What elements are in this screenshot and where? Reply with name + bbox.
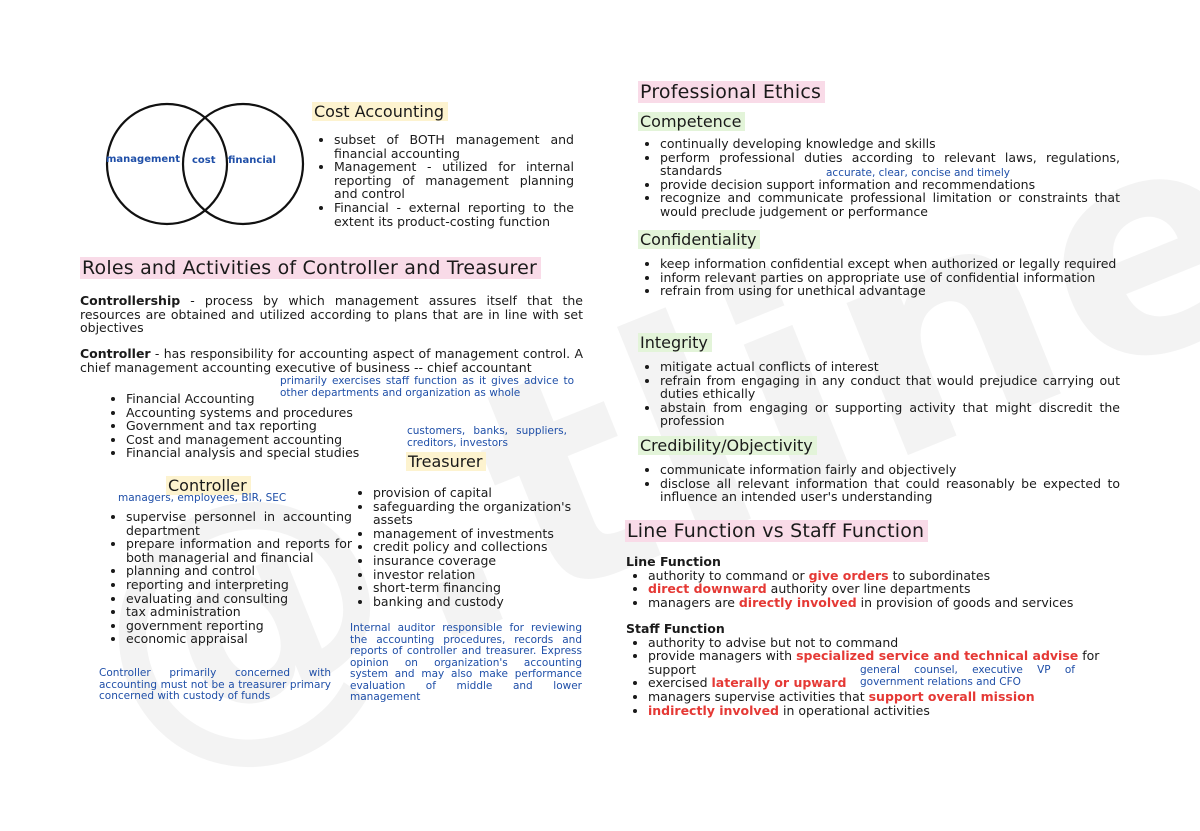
line-text: to subordinates (888, 567, 991, 583)
list-item: • provide decision support information and recommendations (660, 178, 1120, 192)
list-item: • inform relevant parties on appropriate use of confidential information (660, 271, 1120, 285)
venn-label-cost: cost (192, 155, 216, 166)
list-item (648, 569, 1120, 583)
integrity-title (638, 333, 1120, 352)
competence-section (638, 112, 1120, 219)
venn-label-management: management (106, 154, 181, 165)
controller-staff-note: primarily exercises staff function as it gives advice to other departments and organization as whole (280, 375, 574, 399)
cost-accounting-section (312, 102, 574, 228)
list-item: • management of investments (373, 527, 613, 541)
controllership-term: Controllership (80, 293, 181, 308)
line-text: authority over line departments (766, 581, 971, 597)
list-item: • banking and custody (373, 595, 613, 609)
credibility-heading: Credibility/Objectivity (638, 436, 817, 455)
list-item: • abstain from engaging or supporting activity that might discredit the profession (660, 401, 1120, 428)
list-item: • Cost and management accounting (126, 433, 416, 447)
list-item: • credit policy and collections (373, 540, 613, 554)
list-item: • reporting and interpreting (126, 578, 352, 592)
list-item: • safeguarding the organization's assets (373, 500, 613, 527)
staff-text: exercised (648, 675, 712, 691)
integrity-section (638, 333, 1120, 428)
list-item: • Government and tax reporting (126, 419, 416, 433)
staff-emphasis: laterally or upward (711, 675, 847, 691)
list-item: • economic appraisal (126, 632, 352, 646)
staff-emphasis: indirectly involved (648, 702, 780, 718)
list-item: • keep information confidential except when authorized or legally required (660, 257, 1120, 271)
line-staff-heading: Line Function vs Staff Function (625, 520, 928, 542)
controller-paragraph (80, 347, 583, 374)
list-item: • perform professional duties according to relevant laws, regulations, standards (660, 151, 1120, 178)
line-staff-title (625, 520, 928, 542)
line-text: managers are (648, 594, 739, 610)
line-text: authority to command or (648, 567, 809, 583)
line-text: in provision of goods and services (856, 594, 1074, 610)
list-item (648, 690, 1120, 704)
list-item: • Accounting systems and procedures (126, 406, 416, 420)
competence-note: accurate, clear, concise and timely (826, 167, 1010, 179)
controllership-paragraph (80, 294, 583, 335)
list-item (648, 582, 1120, 596)
line-function-section (626, 555, 1120, 609)
venn-label-financial: financial (228, 155, 276, 166)
ethics-heading: Professional Ethics (638, 81, 825, 103)
integrity-heading: Integrity (638, 333, 712, 352)
competence-title (638, 112, 1120, 131)
list-item: • refrain from engaging in any conduct that would prejudice carrying out duties ethically (660, 374, 1120, 401)
competence-heading: Competence (638, 112, 745, 131)
treasurer-title (406, 452, 486, 471)
list-item: • recognize and communicate professional limitation or constraints that would preclude judgement or performance (660, 191, 1120, 218)
list-item (648, 596, 1120, 610)
line-function-title: Line Function (626, 554, 721, 569)
staff-function-note: general counsel, executive VP of government relations and CFO (860, 664, 1075, 688)
list-item: • disclose all relevant information that could reasonably be expected to influence an intended user's understanding (660, 477, 1120, 504)
roles-title (80, 257, 541, 279)
list-item: • government reporting (126, 619, 352, 633)
controller-areas-list (104, 392, 416, 460)
list-item: • prepare information and reports for both managerial and financial (126, 537, 352, 564)
confidentiality-title (638, 230, 1120, 249)
list-item: • Financial - external reporting to the extent its product-costing function (334, 201, 574, 228)
controller-bottom-note: Controller primarily concerned with accounting must not be a treasurer primary concerned with custody of funds (99, 667, 331, 702)
credibility-list (638, 463, 1120, 504)
staff-text: provide managers with (648, 648, 797, 664)
confidentiality-section (638, 230, 1120, 298)
list-item: • mitigate actual conflicts of interest (660, 360, 1120, 374)
integrity-list (638, 360, 1120, 428)
list-item: • authority to advise but not to command (648, 636, 1120, 650)
controller-duties-list (104, 510, 352, 646)
list-item: • continually developing knowledge and skills (660, 137, 1120, 151)
controllership-definition: - process by which management assures itself that the resources are obtained and utilized according to plans that are in line with set objectives (80, 293, 583, 336)
list-item: • Financial Accounting (126, 392, 416, 406)
confidentiality-list (638, 257, 1120, 298)
list-item: • evaluating and consulting (126, 592, 352, 606)
staff-emphasis: support overall mission (868, 688, 1035, 704)
list-item: • short-term financing (373, 581, 613, 595)
staff-emphasis: specialized service and technical advise (796, 648, 1079, 664)
line-function-list (626, 569, 1120, 610)
roles-heading: Roles and Activities of Controller and Treasurer (80, 257, 541, 279)
list-item: • Management - utilized for internal reporting of management planning and control (334, 160, 574, 201)
list-item: • tax administration (126, 605, 352, 619)
line-emphasis: directly involved (738, 594, 857, 610)
list-item: • planning and control (126, 564, 352, 578)
controller-definition: - has responsibility for accounting aspect of management control. A chief management accounting executive of business -- chief accountant (80, 346, 583, 375)
venn-diagram (100, 100, 310, 230)
list-item: • Financial analysis and special studies (126, 446, 416, 460)
list-item (648, 704, 1120, 718)
treasurer-heading: Treasurer (406, 452, 486, 471)
staff-function-title: Staff Function (626, 621, 725, 636)
controller-heading: Controller (166, 476, 251, 495)
staff-text: managers supervise activities that (648, 688, 869, 704)
list-item: • refrain from using for unethical advantage (660, 284, 1120, 298)
credibility-title (638, 436, 1120, 455)
cost-accounting-title (312, 102, 574, 121)
list-item: • subset of BOTH management and financial accounting (334, 133, 574, 160)
line-emphasis: give orders (808, 567, 889, 583)
list-item: • provision of capital (373, 486, 613, 500)
staff-text: for support (648, 648, 1100, 677)
controller-term: Controller (80, 346, 151, 361)
ethics-title (638, 81, 825, 103)
controller-stakeholders-note: managers, employees, BIR, SEC (118, 492, 287, 504)
list-item: • insurance coverage (373, 554, 613, 568)
internal-auditor-note: Internal auditor responsible for reviewing the accounting procedures, records and reports of controller and treasurer. Express opinion on organization's accounting system and may also make performance evaluation of middle and lower management (350, 622, 582, 703)
treasurer-stakeholders-note: customers, banks, suppliers, creditors, investors (407, 425, 567, 449)
cost-accounting-heading: Cost Accounting (312, 102, 448, 121)
staff-text: in operational activities (779, 702, 930, 718)
treasurer-duties-list (351, 486, 613, 608)
confidentiality-heading: Confidentiality (638, 230, 760, 249)
line-emphasis: direct downward (648, 581, 767, 597)
list-item: • supervise personnel in accounting department (126, 510, 352, 537)
cost-accounting-list (312, 133, 574, 228)
list-item: • communicate information fairly and objectively (660, 463, 1120, 477)
credibility-section (638, 436, 1120, 504)
list-item: • investor relation (373, 568, 613, 582)
